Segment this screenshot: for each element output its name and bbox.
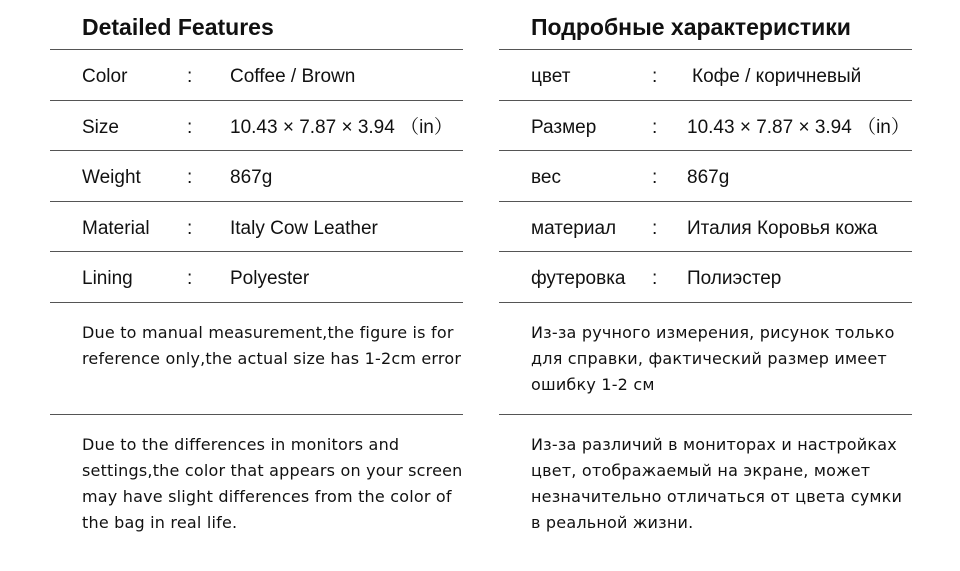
spec-label: Weight (82, 167, 141, 188)
english-specs-panel (50, 0, 463, 540)
spec-label: Material (82, 217, 150, 239)
spec-label: вес (531, 167, 561, 188)
english-title: Detailed Features (50, 0, 463, 50)
spec-row-color (50, 50, 463, 101)
spec-value: 867g (230, 167, 273, 188)
spec-separator: : (187, 66, 193, 87)
spec-label: футеровка (531, 268, 626, 289)
spec-separator: : (652, 116, 658, 138)
russian-specs-panel (499, 0, 912, 540)
spec-label: Color (82, 66, 128, 87)
spec-value: Polyester (230, 268, 310, 289)
spec-value: Italy Cow Leather (230, 217, 378, 239)
spec-value: 10.43 × 7.87 × 3.94 （in） (230, 116, 453, 138)
spec-separator: : (187, 167, 193, 188)
spec-row-weight (50, 151, 463, 202)
color-note: Из-за различий в мониторах и настройках цвет, отображаемый на экране, может незначительно отличаться от цвета сумки в реальной жизни. (531, 434, 903, 532)
spec-row-color (499, 50, 912, 101)
spec-label: Size (82, 116, 119, 138)
spec-row-material (499, 202, 912, 253)
spec-row-weight (499, 151, 912, 202)
spec-row-material (50, 202, 463, 253)
spec-label: цвет (531, 66, 571, 87)
spec-row-size (499, 101, 912, 152)
spec-label: материал (531, 217, 617, 239)
spec-label: Lining (82, 268, 133, 289)
spec-value: 867g (687, 167, 730, 188)
spec-label: Размер (531, 116, 597, 138)
spec-value: Италия Коровья кожа (687, 217, 878, 239)
spec-row-lining (499, 252, 912, 303)
spec-separator: : (652, 217, 658, 239)
spec-separator: : (187, 217, 193, 239)
spec-separator: : (652, 66, 658, 87)
spec-row-size (50, 101, 463, 152)
color-note: Due to the differences in monitors and settings,the color that appears on your screen may have slight differences from the color of the bag in real life. (82, 434, 463, 532)
spec-separator: : (187, 116, 193, 138)
russian-title: Подробные характеристики (499, 0, 912, 50)
spec-value: 10.43 × 7.87 × 3.94 （in） (687, 116, 910, 138)
spec-row-lining (50, 252, 463, 303)
measurement-note: Due to manual measurement,the figure is for reference only,the actual size has 1-2cm error (50, 303, 463, 415)
spec-value: Кофе / коричневый (692, 66, 862, 87)
spec-separator: : (652, 167, 658, 188)
spec-separator: : (652, 268, 658, 289)
spec-value: Полиэстер (687, 268, 782, 289)
spec-separator: : (187, 268, 193, 289)
measurement-note: Из-за ручного измерения, рисунок только для справки, фактический размер имеет ошибку 1-2 см (499, 303, 912, 415)
spec-value: Coffee / Brown (230, 66, 356, 87)
